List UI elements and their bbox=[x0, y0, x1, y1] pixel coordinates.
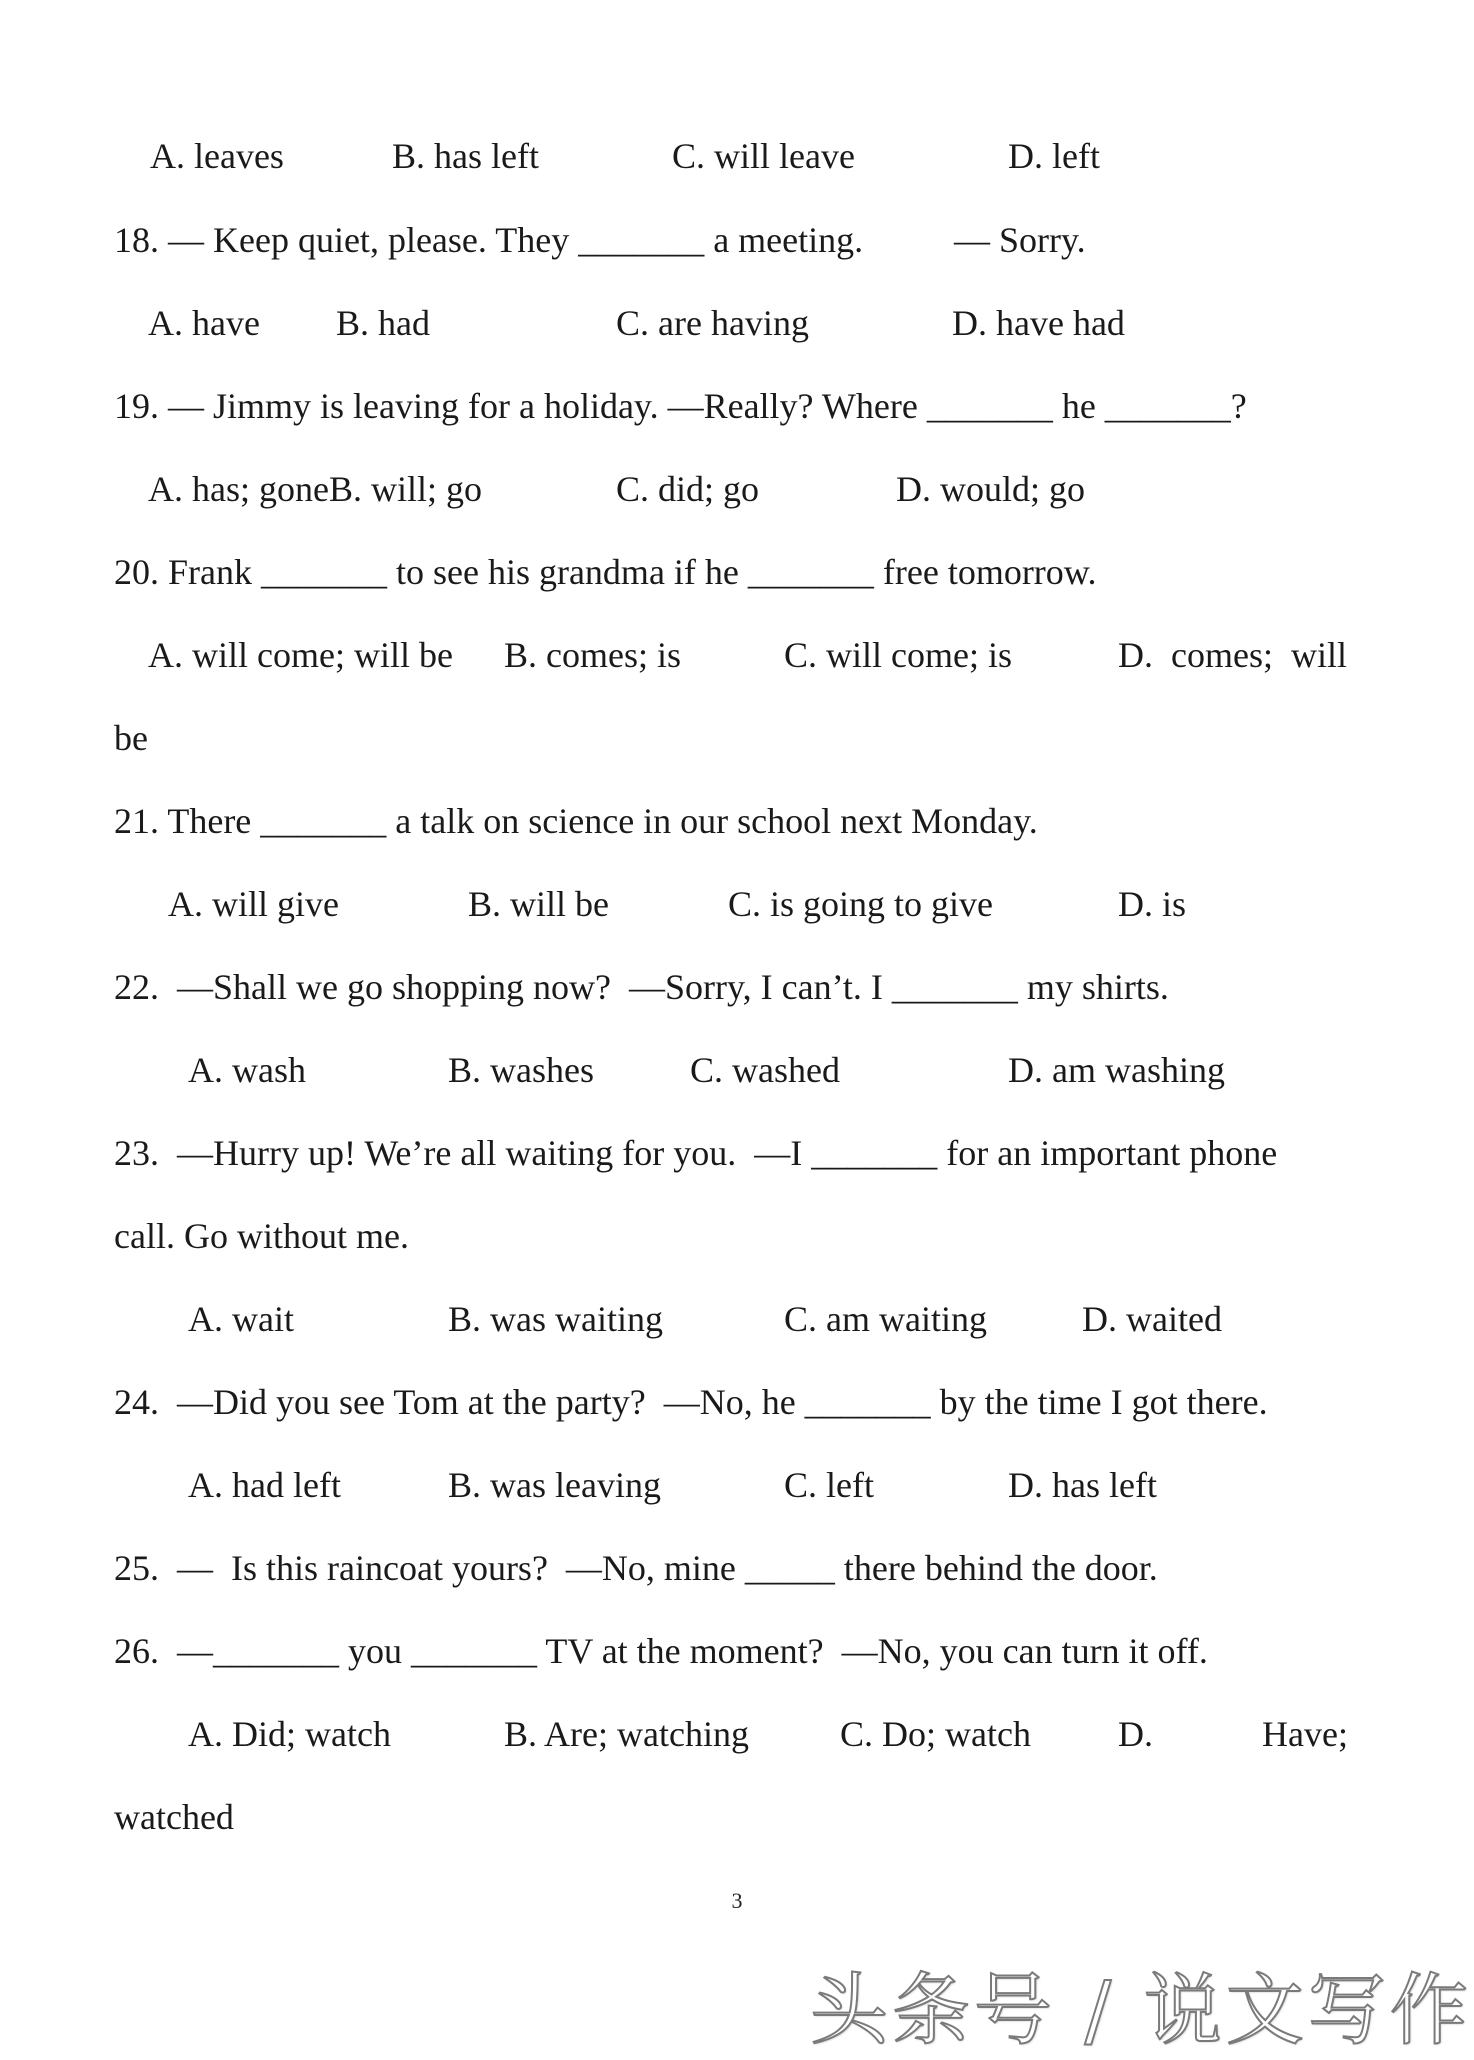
q21-stem: 21. There _______ a talk on science in our school next Monday. bbox=[114, 801, 1038, 841]
q23-option-a: A. wait bbox=[188, 1299, 294, 1339]
q24-stem: 24. —Did you see Tom at the party? —No, he _______ by the time I got there. bbox=[114, 1382, 1268, 1422]
q19-option-d: D. would; go bbox=[896, 469, 1085, 509]
q17-option-d: D. left bbox=[1008, 136, 1100, 176]
q26-option-b: B. Are; watching bbox=[504, 1714, 749, 1754]
q26-option-d-text: Have; bbox=[1262, 1714, 1348, 1754]
q23-option-b: B. was waiting bbox=[448, 1299, 663, 1339]
q26-stem: 26. —_______ you _______ TV at the moment? —No, you can turn it off. bbox=[114, 1631, 1208, 1671]
q26-option-c: C. Do; watch bbox=[840, 1714, 1031, 1754]
q23-option-c: C. am waiting bbox=[784, 1299, 987, 1339]
watermark: 头条号 / 说文写作 bbox=[810, 1966, 1472, 2056]
q21-option-b: B. will be bbox=[468, 884, 609, 924]
q23-stem: 23. —Hurry up! We’re all waiting for you. —I _______ for an important phone bbox=[114, 1133, 1278, 1173]
q20-option-c: C. will come; is bbox=[784, 635, 1012, 675]
q18-reply: — Sorry. bbox=[954, 220, 1086, 260]
q26-option-d: D. bbox=[1118, 1714, 1153, 1754]
q26-wrap: watched bbox=[114, 1797, 234, 1837]
q20-option-d: D. comes; will bbox=[1118, 635, 1347, 675]
q20-option-a: A. will come; will be bbox=[148, 635, 453, 675]
q17-option-b: B. has left bbox=[392, 136, 539, 176]
q19-option-c: C. did; go bbox=[616, 469, 760, 509]
q18-stem: 18. — Keep quiet, please. They _______ a meeting. bbox=[114, 220, 864, 260]
q18-option-c: C. are having bbox=[616, 303, 809, 343]
q20-wrap: be bbox=[114, 718, 148, 758]
q23-option-d: D. waited bbox=[1082, 1299, 1222, 1339]
q18-option-d: D. have had bbox=[952, 303, 1125, 343]
q25-stem: 25. — Is this raincoat yours? —No, mine _____ there behind the door. bbox=[114, 1548, 1158, 1588]
q17-option-c: C. will leave bbox=[672, 136, 855, 176]
q22-option-a: A. wash bbox=[188, 1050, 306, 1090]
q26-option-a: A. Did; watch bbox=[188, 1714, 391, 1754]
q24-option-b: B. was leaving bbox=[448, 1465, 661, 1505]
q21-option-a: A. will give bbox=[168, 884, 339, 924]
q24-option-a: A. had left bbox=[188, 1465, 341, 1505]
q23-wrap: call. Go without me. bbox=[114, 1216, 409, 1256]
q19-stem: 19. — Jimmy is leaving for a holiday. —Really? Where _______ he _______? bbox=[114, 386, 1247, 426]
q22-option-d: D. am washing bbox=[1008, 1050, 1225, 1090]
q20-option-b: B. comes; is bbox=[504, 635, 681, 675]
q18-option-b: B. had bbox=[336, 303, 430, 343]
q24-option-c: C. left bbox=[784, 1465, 874, 1505]
q22-option-c: C. washed bbox=[690, 1050, 840, 1090]
q21-option-c: C. is going to give bbox=[728, 884, 994, 924]
q24-option-d: D. has left bbox=[1008, 1465, 1157, 1505]
q22-option-b: B. washes bbox=[448, 1050, 594, 1090]
q21-option-d: D. is bbox=[1118, 884, 1187, 924]
page-number: 3 bbox=[731, 1888, 743, 1913]
q19-option-ab: A. has; goneB. will; go bbox=[148, 469, 482, 509]
q22-stem: 22. —Shall we go shopping now? —Sorry, I can’t. I _______ my shirts. bbox=[114, 967, 1169, 1007]
q17-option-a: A. leaves bbox=[150, 136, 284, 176]
q18-option-a: A. have bbox=[148, 303, 260, 343]
q20-stem: 20. Frank _______ to see his grandma if he _______ free tomorrow. bbox=[114, 552, 1097, 592]
